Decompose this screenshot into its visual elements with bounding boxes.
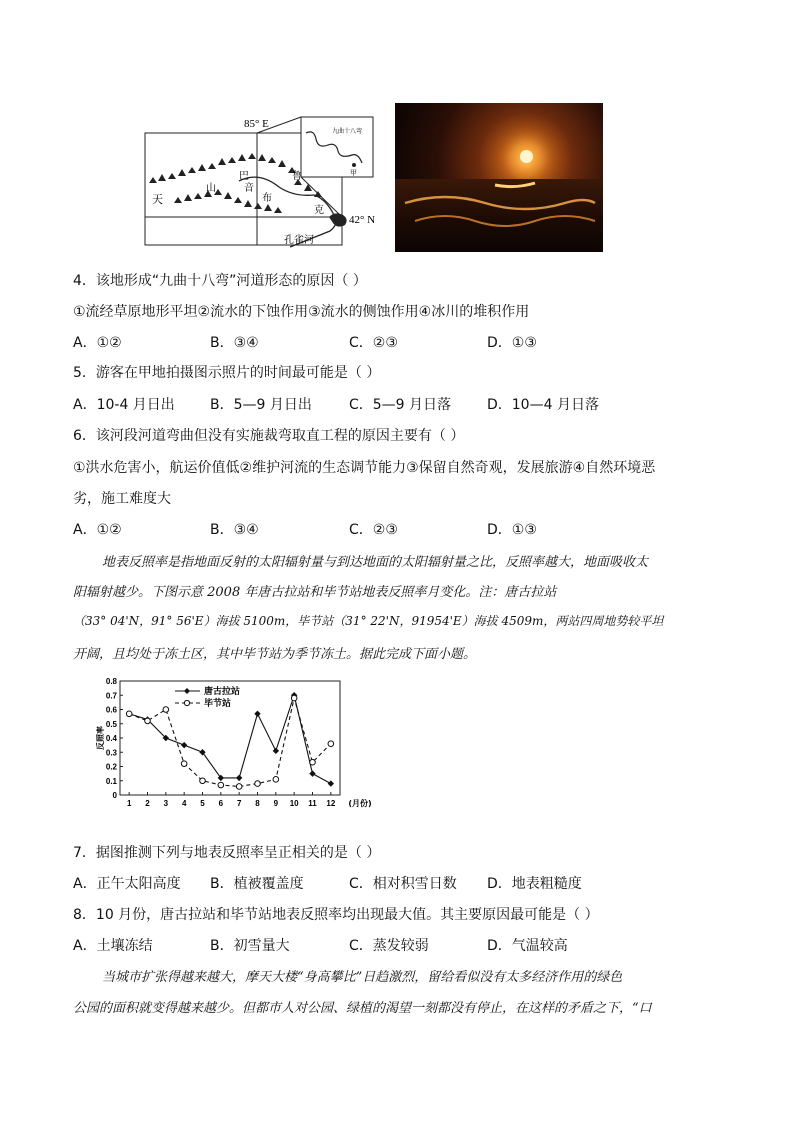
q6-statements-line2: 劣，施工难度大 <box>73 491 171 507</box>
data-point-bijie <box>310 759 316 765</box>
q4-option-c[interactable]: C．②③ <box>349 335 398 351</box>
y-tick-label: 0.1 <box>105 776 117 786</box>
x-tick-label: 11 <box>308 799 317 808</box>
river-map <box>144 103 394 251</box>
y-tick-label: 0.2 <box>105 762 117 772</box>
map-label-ke: 克 <box>314 205 324 216</box>
q4-option-b[interactable]: B．③④ <box>210 335 259 351</box>
passage-line-1: 地表反照率是指地面反射的太阳辐射量与到达地面的太阳辐射量之比，反照率越大，地面吸收太 <box>102 555 649 570</box>
legend-marker-bijie <box>184 700 189 705</box>
q5-option-d[interactable]: D．10—4 月日落 <box>487 397 599 413</box>
sun-glow <box>520 150 533 163</box>
albedo-line-chart <box>95 675 380 815</box>
y-axis-label: 反照率 <box>96 726 105 750</box>
map-label-kongque-he: 孔雀河 <box>284 235 314 246</box>
q4-option-a[interactable]: A．①② <box>73 335 122 351</box>
x-tick-label: 7 <box>236 799 242 808</box>
data-point-bijie <box>218 782 224 788</box>
q7-option-c[interactable]: C．相对积雪日数 <box>349 876 457 892</box>
q8-stem: 8．10 月份，唐古拉站和毕节站地表反照率均出现最大值。其主要原因最可能是（ ） <box>73 907 599 923</box>
x-tick-label: 9 <box>273 799 279 808</box>
x-tick-label: 10 <box>289 799 299 808</box>
x-tick-label: 4 <box>181 799 187 808</box>
data-point-tanggula <box>254 711 260 717</box>
inset-label: 九曲十八弯 <box>332 128 363 135</box>
data-point-bijie <box>126 711 132 717</box>
inset-point-label: 甲 <box>350 169 357 177</box>
map-label-shan: 山 <box>206 183 216 194</box>
sunset-river-photo <box>395 103 603 252</box>
y-tick-label: 0.6 <box>105 705 117 715</box>
map-label-yin: 音 <box>244 183 254 194</box>
x-tick-label: 5 <box>200 799 205 808</box>
q5-option-b[interactable]: B．5—9 月日出 <box>210 397 312 413</box>
data-point-tanggula <box>273 748 279 754</box>
q7-option-b[interactable]: B．植被覆盖度 <box>210 876 304 892</box>
data-point-bijie <box>273 777 279 783</box>
q6-option-b[interactable]: B．③④ <box>210 522 259 538</box>
data-point-tanggula <box>328 780 334 786</box>
q6-statements-line1: ①洪水危害小，航运价值低②维护河流的生态调节能力③保留自然奇观，发展旅游④自然环境恶 <box>73 460 656 476</box>
q6-stem: 6．该河段河道弯曲但没有实施裁弯取直工程的原因主要有（ ） <box>73 428 465 444</box>
legend-marker-tanggula <box>184 688 190 694</box>
passage-line-3: （33° 04'N，91° 56'E）海拔 5100m，毕节站（31° 22'N，91954'E）海拔 4509m，两站四周地势较平坦 <box>73 614 664 628</box>
x-tick-label: 2 <box>145 799 150 808</box>
y-tick-label: 0.5 <box>105 719 117 729</box>
q4-option-d[interactable]: D．①③ <box>487 335 537 351</box>
q4-stem: 4．该地形成“九曲十八弯”河道形态的原因（ ） <box>73 273 367 289</box>
data-point-bijie <box>145 718 151 724</box>
q7-option-a[interactable]: A．正午太阳高度 <box>73 876 181 892</box>
q6-option-d[interactable]: D．①③ <box>487 522 537 538</box>
passage-line-4: 开阔，且均处于冻土区，其中毕节站为季节冻土。据此完成下面小题。 <box>73 647 477 662</box>
data-point-bijie <box>328 741 334 747</box>
longitude-label: 85° E <box>244 118 269 130</box>
passage2-line-2: 公园的面积就变得越来越少。但都市人对公园、绿植的渴望一刻都没有停止，在这样的矛盾之下，“口 <box>73 1001 652 1016</box>
data-point-bijie <box>236 784 242 790</box>
series-line-2 <box>129 698 331 786</box>
x-axis-label: (月份) <box>348 799 372 808</box>
latitude-label: 42° N <box>349 214 376 226</box>
data-point-bijie <box>291 695 297 701</box>
q4-statements: ①流经草原地形平坦②流水的下蚀作用③流水的侧蚀作用④冰川的堆积作用 <box>73 304 530 320</box>
map-label-lu: 鲁 <box>292 171 302 182</box>
q7-stem: 7．据图推测下列与地表反照率呈正相关的是（ ） <box>73 845 381 861</box>
data-point-bijie <box>200 778 206 784</box>
q5-stem: 5．游客在甲地拍摄图示照片的时间最可能是（ ） <box>73 365 381 381</box>
x-tick-label: 3 <box>163 799 169 808</box>
y-tick-label: 0.3 <box>105 748 117 758</box>
legend-label-2: 毕节站 <box>204 699 232 709</box>
data-point-bijie <box>181 761 187 767</box>
y-tick-label: 0.7 <box>105 691 117 701</box>
x-tick-label: 1 <box>126 799 132 808</box>
meander-reflection <box>395 173 603 252</box>
y-tick-label: 0 <box>112 791 117 800</box>
passage-line-2: 阳辐射越少。下图示意 2008 年唐古拉站和毕节站地表反照率月变化。注：唐古拉站 <box>73 585 557 600</box>
q7-option-d[interactable]: D．地表粗糙度 <box>487 876 582 892</box>
map-label-ba: 巴 <box>239 171 249 182</box>
data-point-tanggula <box>309 770 315 776</box>
data-point-bijie <box>163 707 169 713</box>
legend-label-1: 唐古拉站 <box>204 687 241 697</box>
q8-option-d[interactable]: D．气温较高 <box>487 938 568 954</box>
y-tick-label: 0.4 <box>105 734 117 743</box>
data-point-tanggula <box>236 775 242 781</box>
map-label-bu: 布 <box>262 193 272 204</box>
q5-option-a[interactable]: A．10-4 月日出 <box>73 397 175 413</box>
y-tick-label: 0.8 <box>105 677 117 686</box>
data-point-bijie <box>255 781 261 787</box>
q8-option-a[interactable]: A．土壤冻结 <box>73 938 153 954</box>
x-tick-label: 12 <box>326 799 336 808</box>
map-label-tian: 天 <box>152 193 163 206</box>
q8-option-c[interactable]: C．蒸发较弱 <box>349 938 429 954</box>
passage2-line-1: 当城市扩张得越来越大，摩天大楼“身高攀比”日趋激烈，留给看似没有太多经济作用的绿色 <box>102 970 623 985</box>
x-tick-label: 6 <box>218 799 224 808</box>
q6-option-c[interactable]: C．②③ <box>349 522 398 538</box>
data-point-tanggula <box>181 742 187 748</box>
q6-option-a[interactable]: A．①② <box>73 522 122 538</box>
x-tick-label: 8 <box>255 799 260 808</box>
q8-option-b[interactable]: B．初雪量大 <box>210 938 290 954</box>
q5-option-c[interactable]: C．5—9 月日落 <box>349 397 452 413</box>
